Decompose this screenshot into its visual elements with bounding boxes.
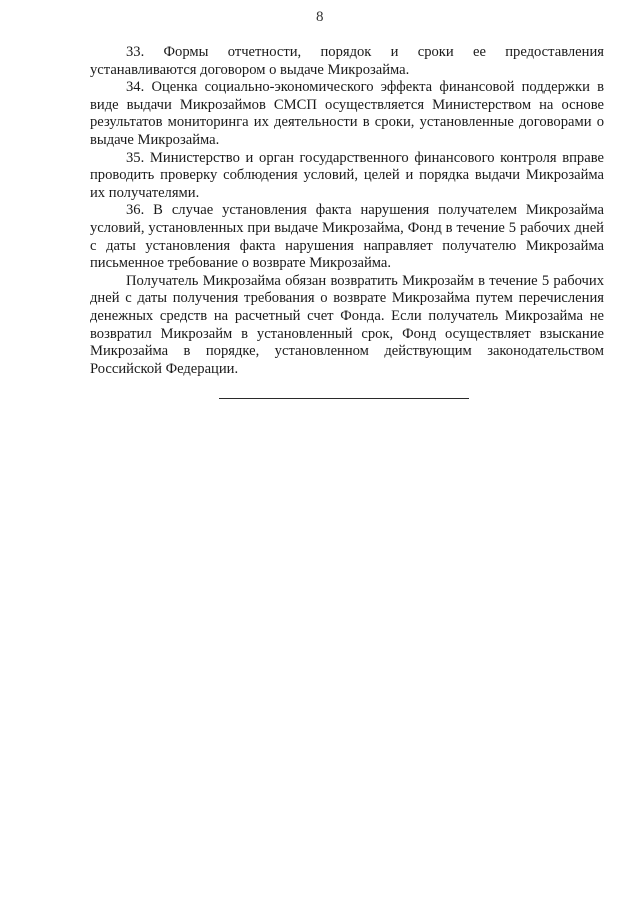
paragraph-36: 36. В случае установления факта нарушения получателем Микрозайма условий, установленных при выдаче Микрозайма, Фонд в течение 5 рабочих дней с даты установления факта нарушения направляет получателю Микрозайма письменное требование о возврате Микрозайма. [90, 202, 604, 272]
paragraph-35: 35. Министерство и орган государственного финансового контроля вправе проводить проверку соблюдения условий, целей и порядка выдачи Микрозайма их получателями. [90, 149, 604, 201]
page-number: 8 [316, 9, 324, 25]
paragraph-33: 33. Формы отчетности, порядок и сроки ее предоставления устанавливаются договором о выдаче Микрозайма. [90, 44, 604, 78]
end-of-document-rule [219, 398, 469, 399]
paragraph-36-continuation: Получатель Микрозайма обязан возвратить Микрозайм в течение 5 рабочих дней с даты получения требования о возврате Микрозайма путем перечисления денежных средств на расчетный счет Фонда. Если получатель Микрозайма не возвратил Микрозайм в установленный срок, Фонд осуществляет взыскание Микрозайма в порядке, установленном действующим законодательством Российской Федерации. [90, 272, 604, 377]
paragraph-34: 34. Оценка социально-экономического эффекта финансовой поддержки в виде выдачи Микрозаймов СМСП осуществляется Министерством на основе результатов мониторинга их деятельности в сроки, установленные договорами о выдаче Микрозайма. [90, 79, 604, 148]
document-body [90, 44, 604, 378]
